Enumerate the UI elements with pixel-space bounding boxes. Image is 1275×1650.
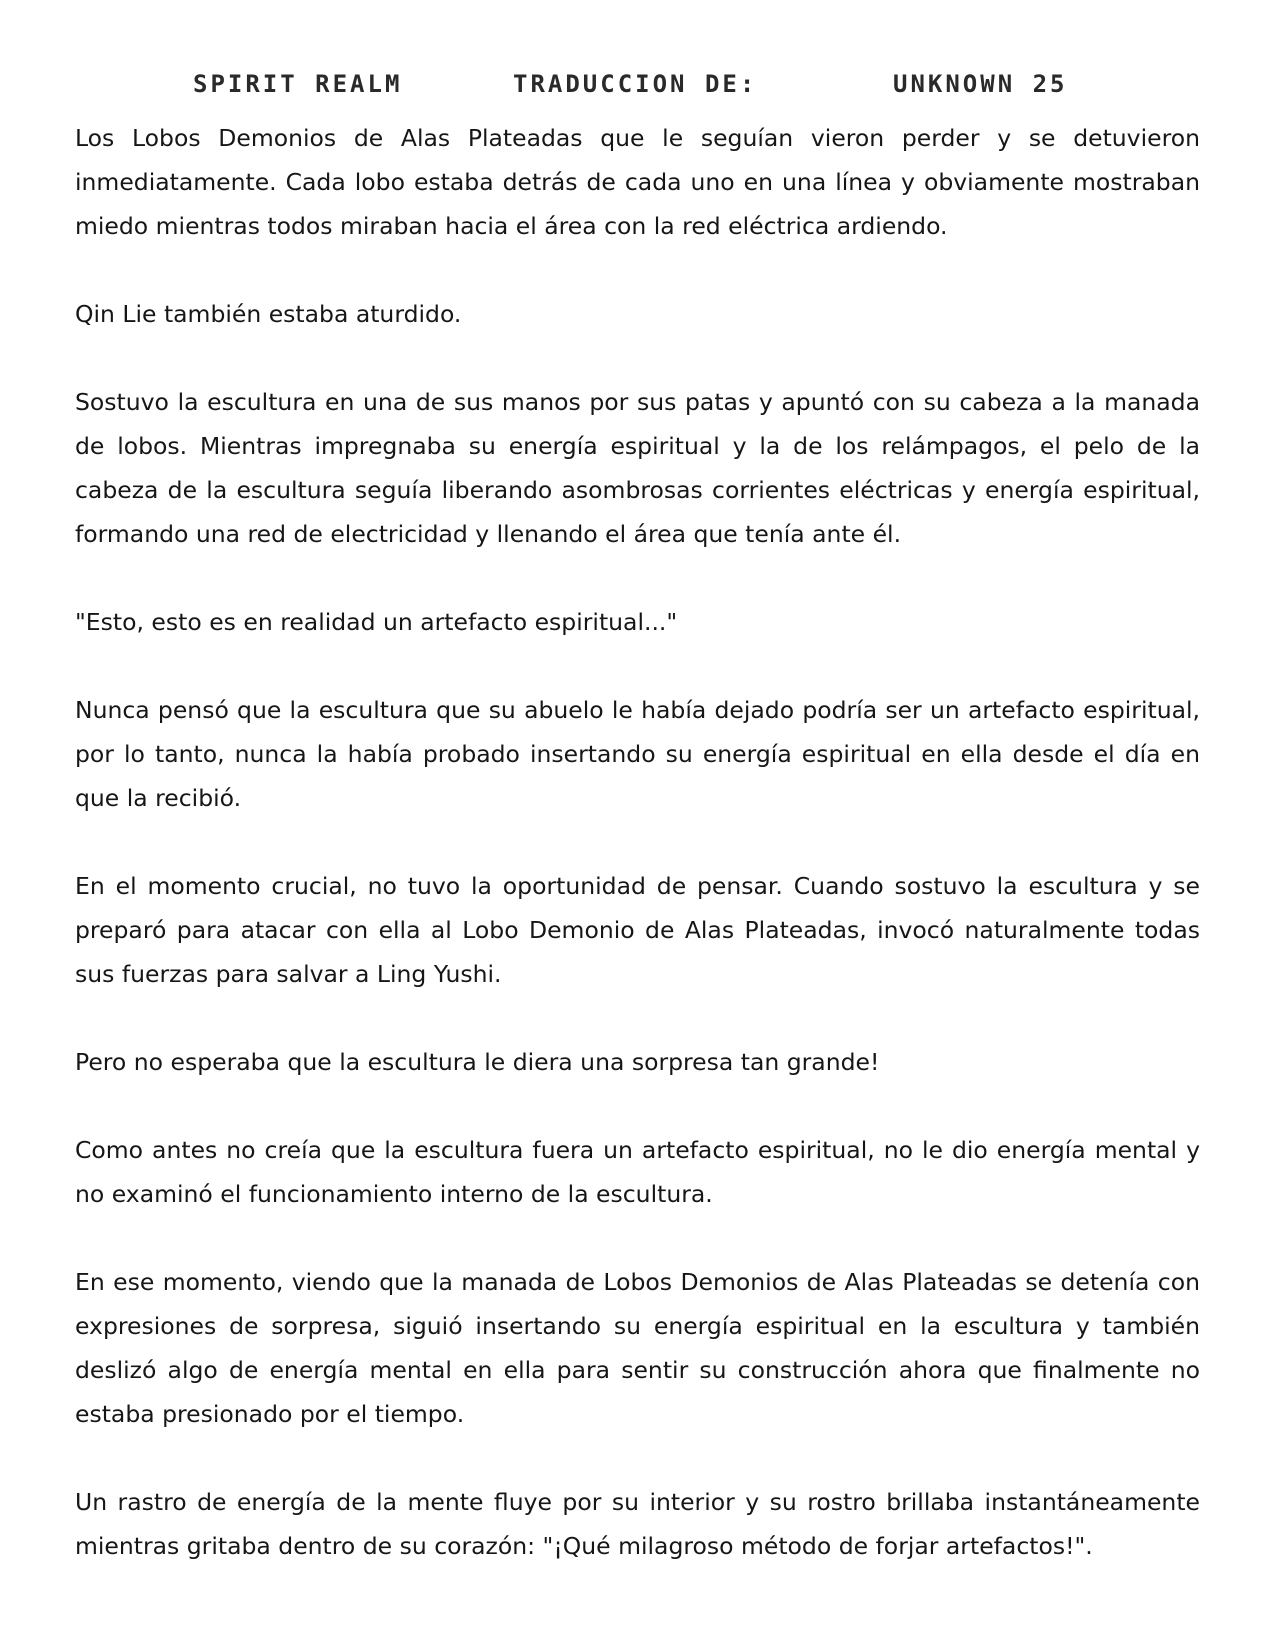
document-body — [75, 116, 1200, 1568]
paragraph: Qin Lie también estaba aturdido. — [75, 300, 462, 328]
header-chapter: UNKNOWN 25 — [893, 70, 1068, 98]
page-header — [0, 70, 1275, 110]
paragraph: Pero no esperaba que la escultura le diera una sorpresa tan grande! — [75, 1048, 880, 1076]
paragraph: Como antes no creía que la escultura fuera un artefacto espiritual, no le dio energía mental y no examinó el funcionamiento interno de la escultura. — [75, 1136, 1200, 1208]
paragraph: "Esto, esto es en realidad un artefacto espiritual..." — [75, 608, 678, 636]
paragraph: Nunca pensó que la escultura que su abuelo le había dejado podría ser un artefacto espiritual, por lo tanto, nunca la había probado insertando su energía espiritual en ella desde el día en que la recibió. — [75, 696, 1200, 812]
paragraph: En ese momento, viendo que la manada de Lobos Demonios de Alas Plateadas se detenía con expresiones de sorpresa, siguió insertando su energía espiritual en la escultura y también deslizó algo de energía mental en ella para sentir su construcción ahora que finalmente no estaba presionado por el tiempo. — [75, 1268, 1200, 1428]
paragraph: Los Lobos Demonios de Alas Plateadas que le seguían vieron perder y se detuvieron inmediatamente. Cada lobo estaba detrás de cada uno en una línea y obviamente mostraban miedo mientras todos miraban hacia el área con la red eléctrica ardiendo. — [75, 124, 1200, 240]
paragraph: Sostuvo la escultura en una de sus manos por sus patas y apuntó con su cabeza a la manada de lobos. Mientras impregnaba su energía espiritual y la de los relámpagos, el pelo de la cabeza de la escultura seguía liberando asombrosas corrientes eléctricas y energía espiritual, formando una red de electricidad y llenando el área que tenía ante él. — [75, 388, 1200, 548]
paragraph: En el momento crucial, no tuvo la oportunidad de pensar. Cuando sostuvo la escultura y se preparó para atacar con ella al Lobo Demonio de Alas Plateadas, invocó naturalmente todas sus fuerzas para salvar a Ling Yushi. — [75, 872, 1200, 988]
paragraph: Un rastro de energía de la mente fluye por su interior y su rostro brillaba instantáneamente mientras gritaba dentro de su corazón: "¡Qué milagroso método de forjar artefactos!". — [75, 1488, 1200, 1560]
header-title: SPIRIT REALM — [193, 70, 403, 98]
header-translation-label: TRADUCCION DE: — [513, 70, 758, 98]
